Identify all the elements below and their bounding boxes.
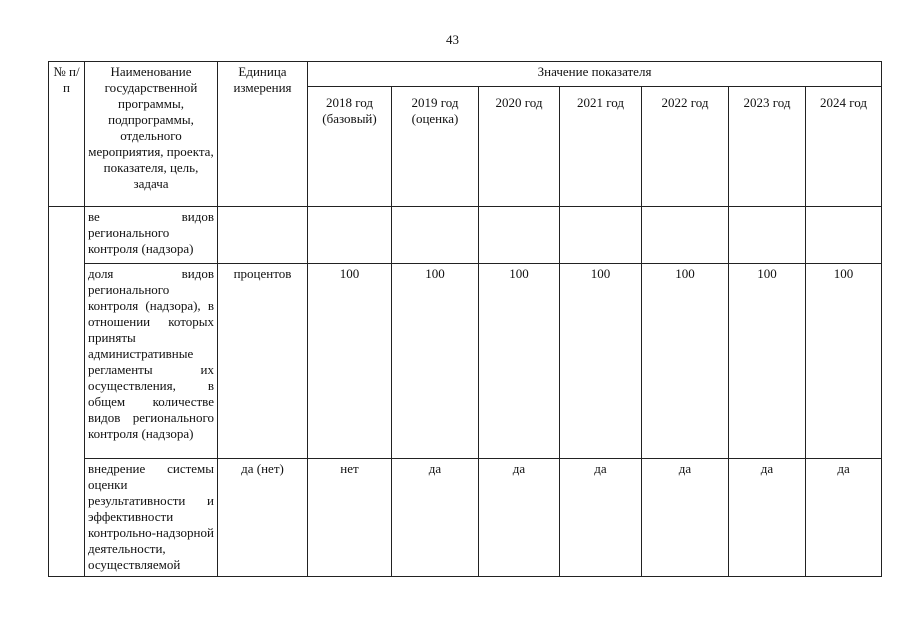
row-number-cell bbox=[49, 207, 85, 577]
indicator-value: 100 bbox=[729, 264, 806, 459]
indicator-value: 100 bbox=[642, 264, 729, 459]
header-year: 2023 год bbox=[729, 87, 806, 207]
indicator-value bbox=[308, 207, 392, 264]
header-row bbox=[49, 62, 882, 87]
indicator-unit: да (нет) bbox=[218, 459, 308, 577]
indicator-value bbox=[479, 207, 560, 264]
header-year: 2018 год (базовый) bbox=[308, 87, 392, 207]
indicator-name: ве видов регионального контроля (надзора) bbox=[85, 207, 218, 264]
table-row bbox=[49, 459, 882, 577]
indicator-value: 100 bbox=[308, 264, 392, 459]
indicator-value bbox=[642, 207, 729, 264]
table-row bbox=[49, 207, 882, 264]
indicator-name: внедрение системы оценки результативности и эффективности контрольно-надзорной деятельности, осуществляемой bbox=[85, 459, 218, 577]
indicator-value bbox=[560, 207, 642, 264]
header-year: 2019 год (оценка) bbox=[392, 87, 479, 207]
indicator-value: да bbox=[560, 459, 642, 577]
indicator-name: доля видов регионального контроля (надзора), в отношении которых приняты административные регламенты их осуществления, в общем количестве видов регионального контроля (надзора) bbox=[85, 264, 218, 459]
indicator-value: нет bbox=[308, 459, 392, 577]
indicator-unit: процентов bbox=[218, 264, 308, 459]
indicators-table bbox=[48, 61, 882, 577]
indicator-value: да bbox=[806, 459, 882, 577]
header-year: 2020 год bbox=[479, 87, 560, 207]
header-number: № п/п bbox=[49, 62, 85, 207]
indicator-value: 100 bbox=[560, 264, 642, 459]
header-year: 2022 год bbox=[642, 87, 729, 207]
indicator-value bbox=[729, 207, 806, 264]
indicator-unit bbox=[218, 207, 308, 264]
indicator-value bbox=[806, 207, 882, 264]
indicator-value: да bbox=[479, 459, 560, 577]
indicator-value: да bbox=[642, 459, 729, 577]
indicator-value bbox=[392, 207, 479, 264]
header-year: 2021 год bbox=[560, 87, 642, 207]
header-name: Наименование государственной программы, подпрограммы, отдельного мероприятия, проекта, показателя, цель, задача bbox=[85, 62, 218, 207]
indicator-value: 100 bbox=[806, 264, 882, 459]
header-value-group: Значение показателя bbox=[308, 62, 882, 87]
header-year: 2024 год bbox=[806, 87, 882, 207]
indicator-value: 100 bbox=[392, 264, 479, 459]
header-unit: Единица измерения bbox=[218, 62, 308, 207]
indicator-value: 100 bbox=[479, 264, 560, 459]
table-row bbox=[49, 264, 882, 459]
page-number: 43 bbox=[446, 32, 459, 47]
indicator-value: да bbox=[729, 459, 806, 577]
indicator-value: да bbox=[392, 459, 479, 577]
